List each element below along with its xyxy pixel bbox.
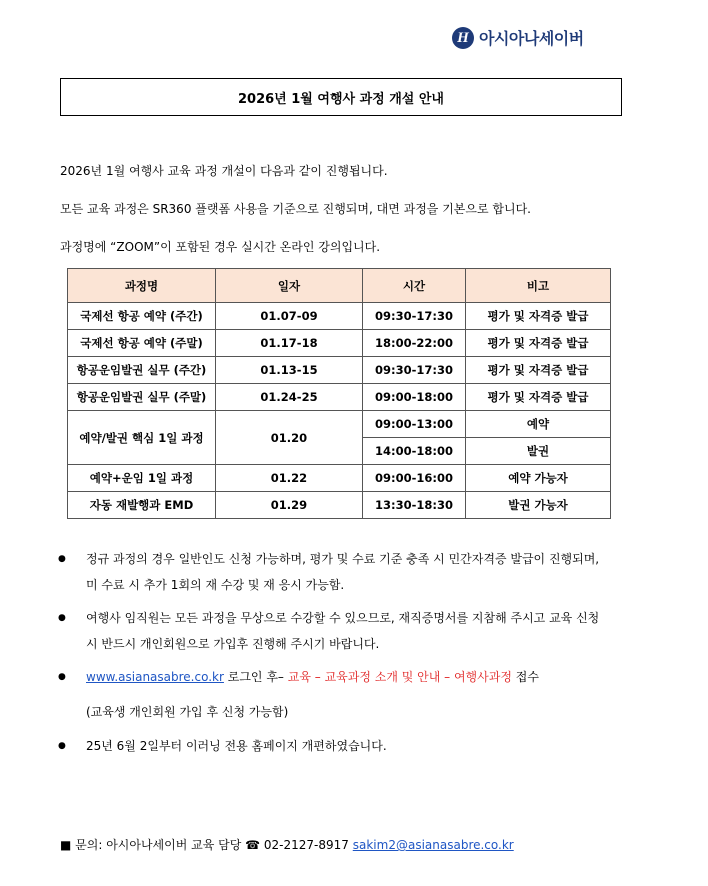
note-text: 25년 6월 2일부터 이러닝 전용 홈페이지 개편하였습니다.: [86, 739, 387, 753]
note-text: 여행사 임직원는 모든 과정을 무상으로 수강할 수 있으므로, 재직증명서를 지참해 주시고 교육 신청: [86, 611, 600, 625]
note-elearning: [58, 733, 387, 759]
note-login-text: 로그인 후–: [223, 670, 284, 684]
note-text: 정규 과정의 경우 일반인도 신청 가능하며, 평가 및 수료 기준 충족 시 민간자격증 발급이 진행되며,: [86, 552, 600, 566]
note-regular-course: [58, 546, 599, 598]
table-row: [68, 330, 611, 357]
note-text: [86, 664, 539, 690]
table-row: [68, 465, 611, 492]
contact-footer: [60, 836, 514, 853]
course-note: 예약 가능자: [466, 465, 611, 492]
course-note: 발권 가능자: [466, 492, 611, 519]
course-date: 01.13-15: [216, 357, 363, 384]
course-name: 국제선 항공 예약 (주말): [68, 330, 216, 357]
bullet-icon: ●: [58, 554, 66, 564]
course-name: 자동 재발행과 EMD: [68, 492, 216, 519]
course-note: 발권: [466, 438, 611, 465]
course-time: 13:30-18:30: [363, 492, 466, 519]
course-name: 예약/발권 핵심 1일 과정: [68, 411, 216, 465]
course-name: 국제선 항공 예약 (주간): [68, 303, 216, 330]
note-registration: [58, 664, 539, 690]
table-row: [68, 492, 611, 519]
course-time: 09:00-16:00: [363, 465, 466, 492]
table-row: [68, 357, 611, 384]
col-header-time: 시간: [363, 269, 466, 303]
course-date: 01.24-25: [216, 384, 363, 411]
bullet-icon: ●: [58, 613, 66, 623]
course-time: 18:00-22:00: [363, 330, 466, 357]
course-name: 항공운임발권 실무 (주말): [68, 384, 216, 411]
course-name: 예약+운임 1일 과정: [68, 465, 216, 492]
contact-email-link[interactable]: sakim2@asianasabre.co.kr: [352, 838, 514, 852]
logo-h-icon: H: [452, 27, 474, 49]
contact-text: ■ 문의: 아시아나세이버 교육 담당 ☎ 02-2127-8917: [60, 838, 349, 852]
course-date: 01.07-09: [216, 303, 363, 330]
intro-line-2: 모든 교육 과정은 SR360 플랫폼 사용을 기준으로 진행되며, 대면 과정을 기본으로 합니다.: [60, 202, 531, 216]
bullet-icon: ●: [58, 672, 66, 682]
col-header-date: 일자: [216, 269, 363, 303]
course-note: 예약: [466, 411, 611, 438]
note-text: (교육생 개인회원 가입 후 신청 가능함): [86, 705, 289, 719]
note-apply-text: 접수: [511, 670, 539, 684]
course-time: 09:30-17:30: [363, 357, 466, 384]
menu-path-text: 교육 – 교육과정 소개 및 안내 – 여행사과정: [283, 670, 512, 684]
course-note: 평가 및 자격증 발급: [466, 303, 611, 330]
course-schedule-table: [67, 268, 611, 519]
course-note: 평가 및 자격증 발급: [466, 384, 611, 411]
course-note: 평가 및 자격증 발급: [466, 330, 611, 357]
col-header-course: 과정명: [68, 269, 216, 303]
note-text: 시 반드시 개인회원으로 가입후 진행해 주시기 바랍니다.: [86, 637, 380, 651]
intro-line-1: 2026년 1월 여행사 교육 과정 개설이 다음과 같이 진행됩니다.: [60, 164, 388, 178]
course-note: 평가 및 자격증 발급: [466, 357, 611, 384]
course-time: 09:00-13:00: [363, 411, 466, 438]
course-time: 09:00-18:00: [363, 384, 466, 411]
table-row: [68, 303, 611, 330]
note-registration-sub: [58, 699, 288, 725]
course-time: 09:30-17:30: [363, 303, 466, 330]
table-row: [68, 411, 611, 438]
note-text: 미 수료 시 추가 1회의 재 수강 및 재 응시 가능함.: [86, 578, 345, 592]
course-time: 14:00-18:00: [363, 438, 466, 465]
page-title: 2026년 1월 여행사 과정 개설 안내: [60, 78, 622, 116]
bullet-icon: ●: [58, 741, 66, 751]
website-link[interactable]: www.asianasabre.co.kr: [86, 670, 224, 684]
table-row: [68, 384, 611, 411]
col-header-note: 비고: [466, 269, 611, 303]
course-date: 01.17-18: [216, 330, 363, 357]
note-agency-staff: [58, 605, 599, 657]
asiana-sabre-logo: [452, 26, 584, 49]
course-date: 01.20: [216, 411, 363, 465]
intro-line-3: 과정명에 “ZOOM”이 포함된 경우 실시간 온라인 강의입니다.: [60, 240, 381, 254]
table-header-row: [68, 269, 611, 303]
logo-text: 아시아나세이버: [479, 29, 584, 48]
course-date: 01.29: [216, 492, 363, 519]
course-date: 01.22: [216, 465, 363, 492]
course-name: 항공운임발권 실무 (주간): [68, 357, 216, 384]
